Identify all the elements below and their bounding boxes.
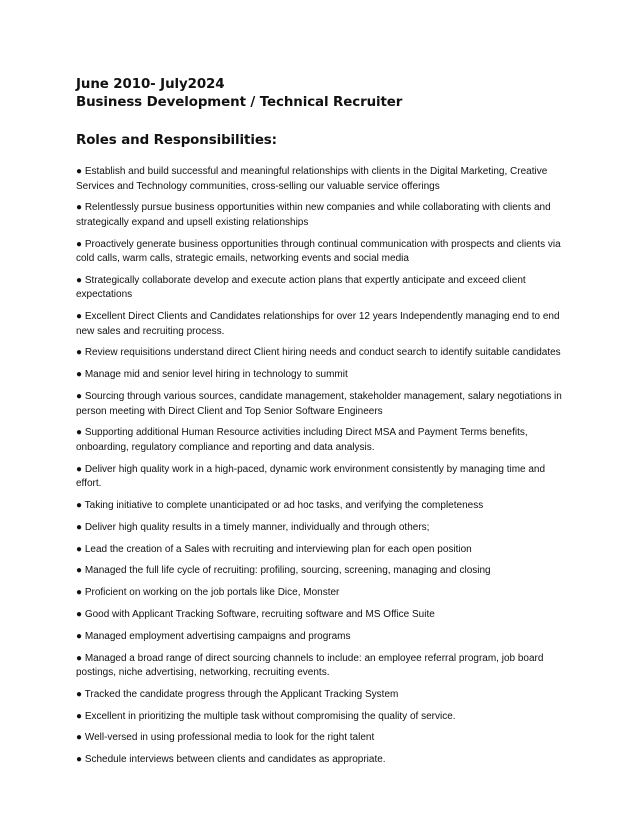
list-item: ● Sourcing through various sources, candidate management, stakeholder management, salary negotiations in person meeting with Direct Client and Top Senior Software Engineers [76, 391, 562, 417]
list-item: ● Proficient on working on the job portals like Dice, Monster [76, 587, 340, 599]
list-item: ● Schedule interviews between clients and candidates as appropriate. [76, 754, 386, 766]
list-item: ● Manage mid and senior level hiring in technology to summit [76, 369, 348, 381]
list-item: ● Managed a broad range of direct sourcing channels to include: an employee referral program, job board postings, niche advertising, networking, recruiting events. [76, 652, 544, 679]
list-item: ● Excellent in prioritizing the multiple task without compromising the quality of service. [76, 710, 456, 722]
list-item: ● Relentlessly pursue business opportunities within new companies and while collaborating with clients and strategically expand and upsell existing relationships [76, 202, 551, 228]
list-item: ● Lead the creation of a Sales with recruiting and interviewing plan for each open position [76, 543, 472, 555]
list-item: ● Deliver high quality results in a timely manner, individually and through others; [76, 521, 430, 533]
list-item: ● Managed the full life cycle of recruiting: profiling, sourcing, screening, managing and closing [76, 565, 491, 577]
list-item: ● Proactively generate business opportunities through continual communication with prospects and clients via cold calls, warm calls, strategic emails, networking events and social media [76, 238, 561, 265]
list-item: ● Managed employment advertising campaigns and programs [76, 630, 351, 642]
list-item: ● Strategically collaborate develop and execute action plans that expertly anticipate and exceed client expectations [76, 274, 526, 301]
section-title: Roles and Responsibilities: [76, 133, 277, 148]
responsibilities-list [76, 165, 562, 768]
list-item: ● Establish and build successful and meaningful relationships with clients in the Digital Marketing, Creative Services and Technology communities, cross-selling our valuable service offerings [76, 166, 548, 192]
list-item: ● Excellent Direct Clients and Candidates relationships for over 12 years Independently managing end to end new sales and recruiting process. [76, 311, 560, 337]
list-item: ● Review requisitions understand direct Client hiring needs and conduct search to identify suitable candidates [76, 347, 561, 359]
resume-page [76, 76, 562, 775]
list-item: ● Well-versed in using professional media to look for the right talent [76, 732, 375, 744]
list-item: ● Deliver high quality work in a high-paced, dynamic work environment consistently by managing time and effort. [76, 463, 546, 490]
date-range: June 2010- July2024 [76, 77, 225, 92]
list-item: ● Taking initiative to complete unanticipated or ad hoc tasks, and verifying the completeness [76, 499, 484, 511]
list-item: ● Supporting additional Human Resource activities including Direct MSA and Payment Terms benefits, onboarding, regulatory compliance and reporting and data analysis. [76, 427, 528, 453]
job-title: Business Development / Technical Recruiter [76, 95, 403, 110]
list-item: ● Tracked the candidate progress through the Applicant Tracking System [76, 688, 399, 700]
list-item: ● Good with Applicant Tracking Software, recruiting software and MS Office Suite [76, 608, 435, 620]
